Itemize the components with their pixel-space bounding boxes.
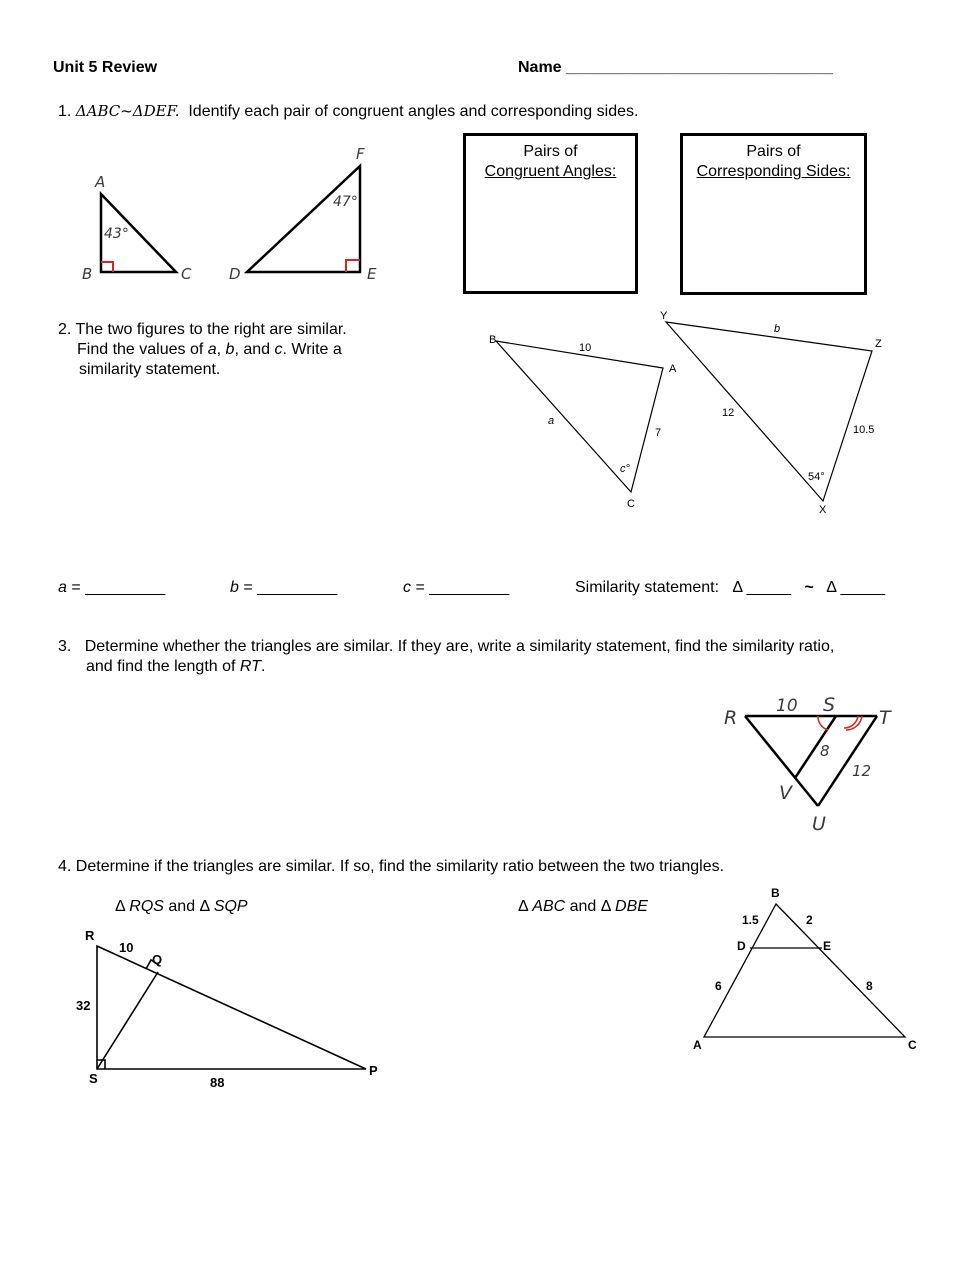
answer-c-field[interactable]: c = _________ <box>403 579 510 596</box>
q3-number: 3. <box>58 638 72 655</box>
q2-line1: 2. The two figures to the right are similar. <box>58 321 347 338</box>
worksheet-title: Unit 5 Review <box>53 59 158 76</box>
sim-blank-2: _____ <box>840 579 886 596</box>
q2-side-zx: 10.5 <box>853 424 875 436</box>
q3-line1: Determine whether the triangles are similar. If they are, write a similarity statement, find the similarity ratio, <box>84 638 835 655</box>
q4-label-c: C <box>908 1038 917 1052</box>
q3-label-t: T <box>879 707 891 729</box>
q3-side-sv: 8 <box>820 742 830 760</box>
q4-side-sp: 88 <box>210 1075 225 1090</box>
q3-side-tu: 12 <box>852 762 872 780</box>
q2-side-bc: a <box>548 415 555 427</box>
q3-label-r: R <box>724 707 738 729</box>
q4-label-q: Q <box>152 952 163 967</box>
delta-symbol-2: Δ <box>826 579 837 596</box>
q4-label-s: S <box>89 1071 98 1086</box>
answer-b-field[interactable]: b = _________ <box>230 579 338 596</box>
q4-label-d: D <box>737 939 746 953</box>
delta-symbol: Δ <box>732 579 743 596</box>
box2-heading-line2: Corresponding Sides: <box>696 163 851 180</box>
q2-line2: Find the values of a, b, and c. Write a <box>77 341 342 358</box>
box1-heading-line2: Congruent Angles: <box>484 163 617 180</box>
q4-label-b: B <box>771 886 780 900</box>
sim-blank-1: _____ <box>746 579 792 596</box>
q1-angle-a-value: 43° <box>104 226 129 242</box>
q4-side-rq: 10 <box>119 940 134 955</box>
q4-side-da: 6 <box>715 979 722 993</box>
q1-label-d: D <box>229 265 241 283</box>
q4-prompt: 4. Determine if the triangles are similar. If so, find the similarity ratio between the two triangles. <box>58 858 725 875</box>
q2-angle-c: c° <box>620 463 630 475</box>
q2-line3: similarity statement. <box>79 361 221 378</box>
box2-heading-line1: Pairs of <box>746 143 801 160</box>
triangle-abc-large <box>704 904 905 1037</box>
answer-a-field[interactable]: a = _________ <box>58 579 166 596</box>
q1-label-a: A <box>95 173 106 191</box>
q4-right-title: Δ ABC and Δ DBE <box>518 898 648 915</box>
q4-side-bd: 1.5 <box>742 913 759 927</box>
q1-angle-f-value: 47° <box>333 194 358 210</box>
q2-side-yx: 12 <box>722 407 735 419</box>
q3-side-rs: 10 <box>776 696 798 716</box>
q2-side-yz: b <box>774 323 781 335</box>
q4-side-be: 2 <box>806 913 813 927</box>
q3-label-v: V <box>779 782 792 804</box>
sim-label: Similarity statement: <box>575 579 720 596</box>
q1-label-b: B <box>82 265 93 283</box>
tilde-symbol: ~ <box>804 579 814 596</box>
q2-label-b: B <box>489 334 497 346</box>
q2-label-y: Y <box>660 310 668 322</box>
q2-label-c: C <box>627 498 635 510</box>
q2-label-z: Z <box>875 338 882 350</box>
box1-heading-line1: Pairs of <box>523 143 578 160</box>
q2-label-a: A <box>669 363 677 375</box>
q4-label-r: R <box>85 928 95 943</box>
name-label: Name <box>518 59 562 76</box>
q4-label-a: A <box>693 1038 702 1052</box>
q1-label-e: E <box>367 265 377 283</box>
q3-line2: and find the length of RT. <box>86 658 266 675</box>
q2-side-ac: 7 <box>655 427 662 439</box>
q1-label-c: C <box>181 265 192 283</box>
q2-angle-x: 54° <box>808 471 825 483</box>
q4-label-p: P <box>369 1063 378 1078</box>
name-blank: ______________________________ <box>566 59 833 76</box>
q1-instructions: Identify each pair of congruent angles and corresponding sides. <box>188 103 639 120</box>
q4-side-rs: 32 <box>76 998 91 1013</box>
q3-label-s: S <box>823 694 836 716</box>
q4-side-ec: 8 <box>866 979 873 993</box>
q1-label-f: F <box>356 145 365 163</box>
q2-label-x: X <box>819 504 827 516</box>
q2-side-ba: 10 <box>579 342 592 354</box>
q1-number: 1. <box>58 103 72 120</box>
q3-label-u: U <box>812 813 826 835</box>
q4-left-title: Δ RQS and Δ SQP <box>115 898 248 915</box>
q1-similarity-statement: ΔABC~ΔDEF. <box>75 102 180 120</box>
q4-label-e: E <box>823 939 832 953</box>
